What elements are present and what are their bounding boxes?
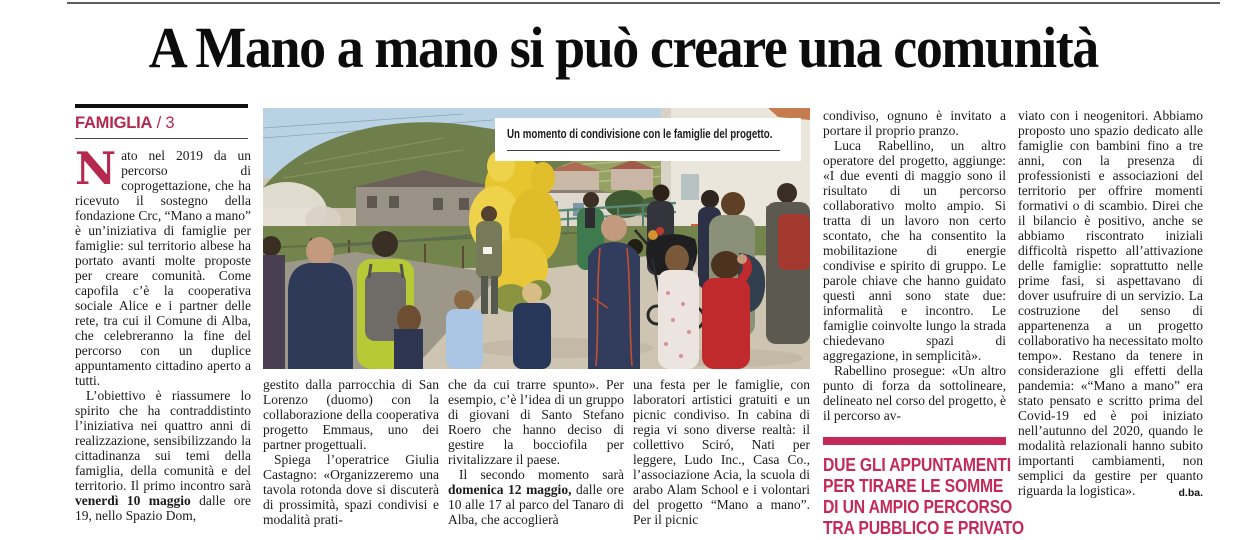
- article-column-4: [633, 377, 810, 527]
- article-paragraph: Luca Rabellino, un altro operatore del progetto, aggiunge: «I due eventi di maggio sono il risultato di un percorso collaborativo molto ampio. Si tratta di un lavoro non certo scontato, che ha consentito la mobilitazione di energie condivise e spirito di gruppo. Le parole chiave che hanno guidato questi anni sono state due: informalità e incontro. Le famiglie coinvolte lungo la strada chiedevano spazi di aggregazione, in semplicità».: [823, 138, 1006, 363]
- drop-cap: N: [75, 142, 117, 195]
- article-column-1: [75, 142, 251, 523]
- article-paragraph: Spiega l’operatrice Giulia Castagno: «Organizzeremo una tavola rotonda dove si discuterà di prossimità, spazi condivisi e modalità prati-: [263, 452, 439, 527]
- pull-quote-line: PER TIRARE LE SOMME: [823, 475, 1004, 496]
- photo-caption: [495, 118, 801, 161]
- article-paragraph: che da cui trarre spunto». Per esempio, c’è l’idea di un gruppo di giovani di Santo Stefano Roero che hanno deciso di gestire la bocciofila per rivitalizzare il paese.: [448, 377, 624, 467]
- article-column-5: [823, 108, 1024, 538]
- article-column-3: [448, 377, 624, 527]
- photo-caption-text: Un momento di condivisione con le famiglie del progetto.: [507, 127, 773, 141]
- article-paragraph: una festa per le famiglie, con laboratori artistici gratuiti e un picnic condiviso. In cabina di regia vi sono diverse realtà: il collettivo Sciró, Nati per leggere, Ludo Inc., Casa Co., l’associazione Acia, la scuola di arabo Alam School e i volontari del progetto “Mano a mano”. Per il picnic: [633, 377, 810, 527]
- author-signature: d.ba.: [1178, 487, 1203, 499]
- article-column-6: [1018, 108, 1203, 501]
- pull-quote-line: TRA PUBBLICO E PRIVATO: [823, 517, 1024, 538]
- article-paragraph: gestito dalla parrocchia di San Lorenzo (duomo) con la collaborazione della cooperativa progetto Emmaus, uno dei partner progettuali.: [263, 377, 439, 452]
- photo-caption-rule: [507, 150, 780, 151]
- article-paragraph: viato con i neogenitori. Abbiamo proposto uno spazio dedicato alle famiglie con bambini fino a tre anni, con la presenza di professionisti e associazioni del territorio per offrire momenti formativi o di scambio. Direi che il bilancio è positivo, anche se abbiamo riscontrato iniziali difficoltà rispetto all’attivazione delle famiglie: soprattutto nelle prime fasi, si aspettavano di dover usufruire di un servizio. La costruzione del senso di appartenenza a un progetto collaborativo ha necessitato molto tempo». Restano da tenere in considerazione gli effetti della pandemia: «“Mano a mano” era stato pensato e scritto prima del Covid-19 ed è poi iniziato nell’autunno del 2020, quando le modalità relazionali hanno subito importanti cambiamenti, non semplici da gestire per quanto riguarda la logistica». d.ba.: [1018, 108, 1203, 499]
- article-photo: [263, 108, 810, 369]
- pull-quote-bar: [823, 437, 1006, 445]
- headline-text: A Mano a mano si può creare una comunità: [148, 15, 1099, 80]
- section-page-number: / 3: [152, 114, 175, 132]
- article-column-2: [263, 377, 439, 527]
- top-rule: [67, 2, 1220, 4]
- section-label: FAMIGLIA: [75, 114, 153, 132]
- article-paragraph: Nato nel 2019 da un percorso di coprogettazione, che ha ricevuto il sostegno della fondazione Crc, “Mano a mano” è un’iniziativa di famiglie per famiglie: sul territorio albese ha portato avanti molte proposte per creare comunità. Come capofila c’è la cooperativa sociale Alice e i partner delle rete, tra cui il Comune di Alba, che celebreranno la fine del percorso con un duplice appuntamento cittadino aperto a tutti.: [75, 142, 251, 388]
- article-paragraph: condiviso, ognuno è invitato a portare il proprio pranzo.: [823, 108, 1006, 138]
- section-kicker: [75, 104, 248, 139]
- pull-quote-line: DI UN AMPIO PERCORSO: [823, 496, 1013, 517]
- kicker-line: [75, 108, 248, 139]
- column-5-text: [823, 108, 1006, 423]
- article-paragraph: Rabellino prosegue: «Un altro punto di forza da sottolineare, delineato nel corso del progetto, è il percorso av-: [823, 363, 1006, 423]
- article-headline: [0, 14, 1247, 81]
- article-paragraph: Il secondo momento sarà domenica 12 maggio, dalle ore 10 alle 17 al parco del Tanaro di Alba, che accoglierà: [448, 467, 624, 527]
- pull-quote: [823, 437, 1024, 538]
- article-paragraph: L’obiettivo è riassumere lo spirito che ha contraddistinto l’iniziativa nei quattro anni di realizzazione, sensibilizzando la cittadinanza sui temi della famiglia, della comunità e del territorio. Il primo incontro sarà venerdì 10 maggio dalle ore 19, nello Spazio Dom,: [75, 388, 251, 523]
- pull-quote-line: DUE GLI APPUNTAMENTI: [823, 454, 1011, 475]
